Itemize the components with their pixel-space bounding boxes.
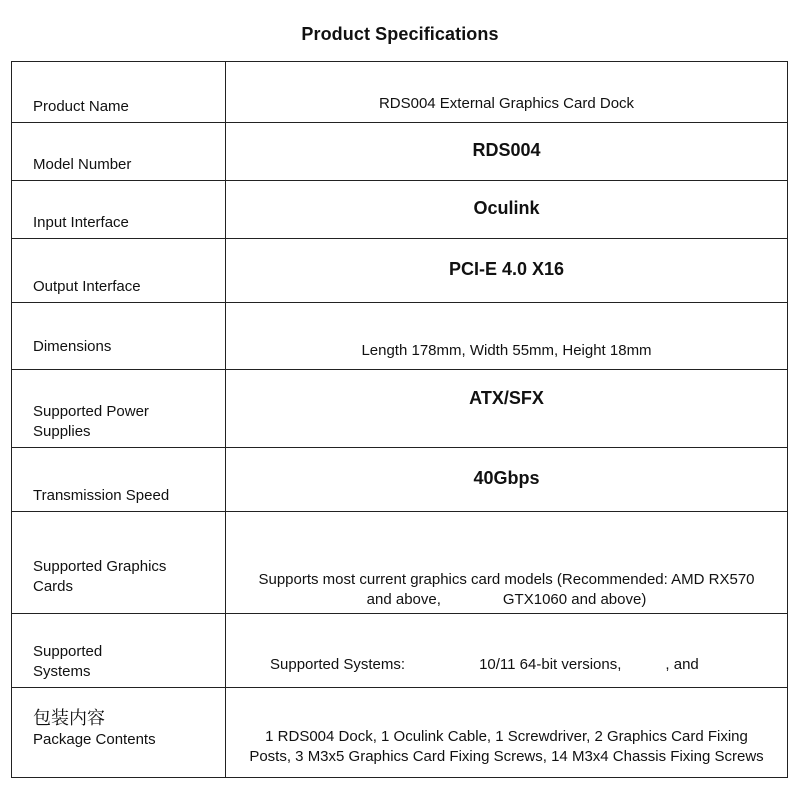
value-input-interface — [226, 181, 788, 239]
label-package-contents — [12, 688, 226, 778]
label-model-number: Model Number — [12, 123, 226, 181]
value-package-contents-line2: Posts, 3 M3x5 Graphics Card Fixing Screws, 14 M3x4 Chassis Fixing Screws — [249, 748, 764, 765]
label-graphics-cards-line1: Supported Graphics — [33, 558, 167, 575]
value-model-number-text: RDS004 — [472, 140, 541, 160]
label-input-interface: Input Interface — [12, 181, 226, 239]
value-transmission-speed — [226, 448, 788, 512]
label-systems-line1: Supported — [33, 643, 103, 660]
table-row-power-supplies — [12, 370, 788, 448]
label-output-interface: Output Interface — [12, 239, 226, 303]
value-graphics-cards-line1: Supports most current graphics card models (Recommended: AMD RX570 — [258, 571, 755, 588]
label-product-name: Product Name — [12, 62, 226, 123]
value-output-interface — [226, 239, 788, 303]
value-systems-b: 10/11 64-bit versions, — [479, 656, 622, 673]
label-power-supplies — [12, 370, 226, 448]
value-graphics-cards-line2 — [226, 590, 787, 610]
value-product-name-text: RDS004 External Graphics Card Dock — [378, 95, 635, 112]
value-systems-a: Supported Systems: — [270, 656, 406, 673]
value-model-number — [226, 123, 788, 181]
value-package-contents-line1: 1 RDS004 Dock, 1 Oculink Cable, 1 Screwdriver, 2 Graphics Card Fixing — [265, 728, 748, 745]
table-row-output-interface — [12, 239, 788, 303]
label-transmission-speed: Transmission Speed — [12, 448, 226, 512]
label-graphics-cards — [12, 512, 226, 614]
value-input-interface-text: Oculink — [473, 198, 540, 218]
label-package-contents-cn: 包装内容 — [33, 708, 105, 729]
value-power-supplies — [226, 370, 788, 448]
table-row-package-contents — [12, 688, 788, 778]
value-systems — [226, 614, 788, 688]
value-graphics-cards-line2a: and above, — [366, 591, 441, 608]
value-package-contents — [226, 688, 788, 778]
label-systems-line2: Systems — [33, 663, 91, 680]
table-row-transmission-speed — [12, 448, 788, 512]
table-row-systems — [12, 614, 788, 688]
value-transmission-speed-text: 40Gbps — [473, 468, 540, 488]
table-row-model-number — [12, 123, 788, 181]
value-dimensions — [226, 303, 788, 370]
label-graphics-cards-line2: Cards — [33, 578, 74, 595]
page-title: Product Specifications — [301, 24, 499, 44]
table-row-product-name — [12, 62, 788, 123]
table-row-dimensions — [12, 303, 788, 370]
table-row-input-interface — [12, 181, 788, 239]
label-power-supplies-line1: Supported Power — [33, 403, 149, 420]
value-systems-c: , and — [665, 656, 699, 673]
value-product-name — [226, 62, 788, 123]
value-graphics-cards-line2b: GTX1060 and above) — [502, 591, 647, 608]
value-power-supplies-text: ATX/SFX — [469, 388, 544, 408]
label-package-contents-en: Package Contents — [33, 731, 156, 748]
label-dimensions: Dimensions — [12, 303, 226, 370]
value-dimensions-text: Length 178mm, Width 55mm, Height 18mm — [361, 342, 652, 359]
value-output-interface-text: PCI-E 4.0 X16 — [448, 259, 565, 279]
spec-table — [11, 61, 788, 778]
table-row-graphics-cards — [12, 512, 788, 614]
label-power-supplies-line2: Supplies — [33, 423, 91, 440]
label-systems — [12, 614, 226, 688]
value-graphics-cards — [226, 512, 788, 614]
